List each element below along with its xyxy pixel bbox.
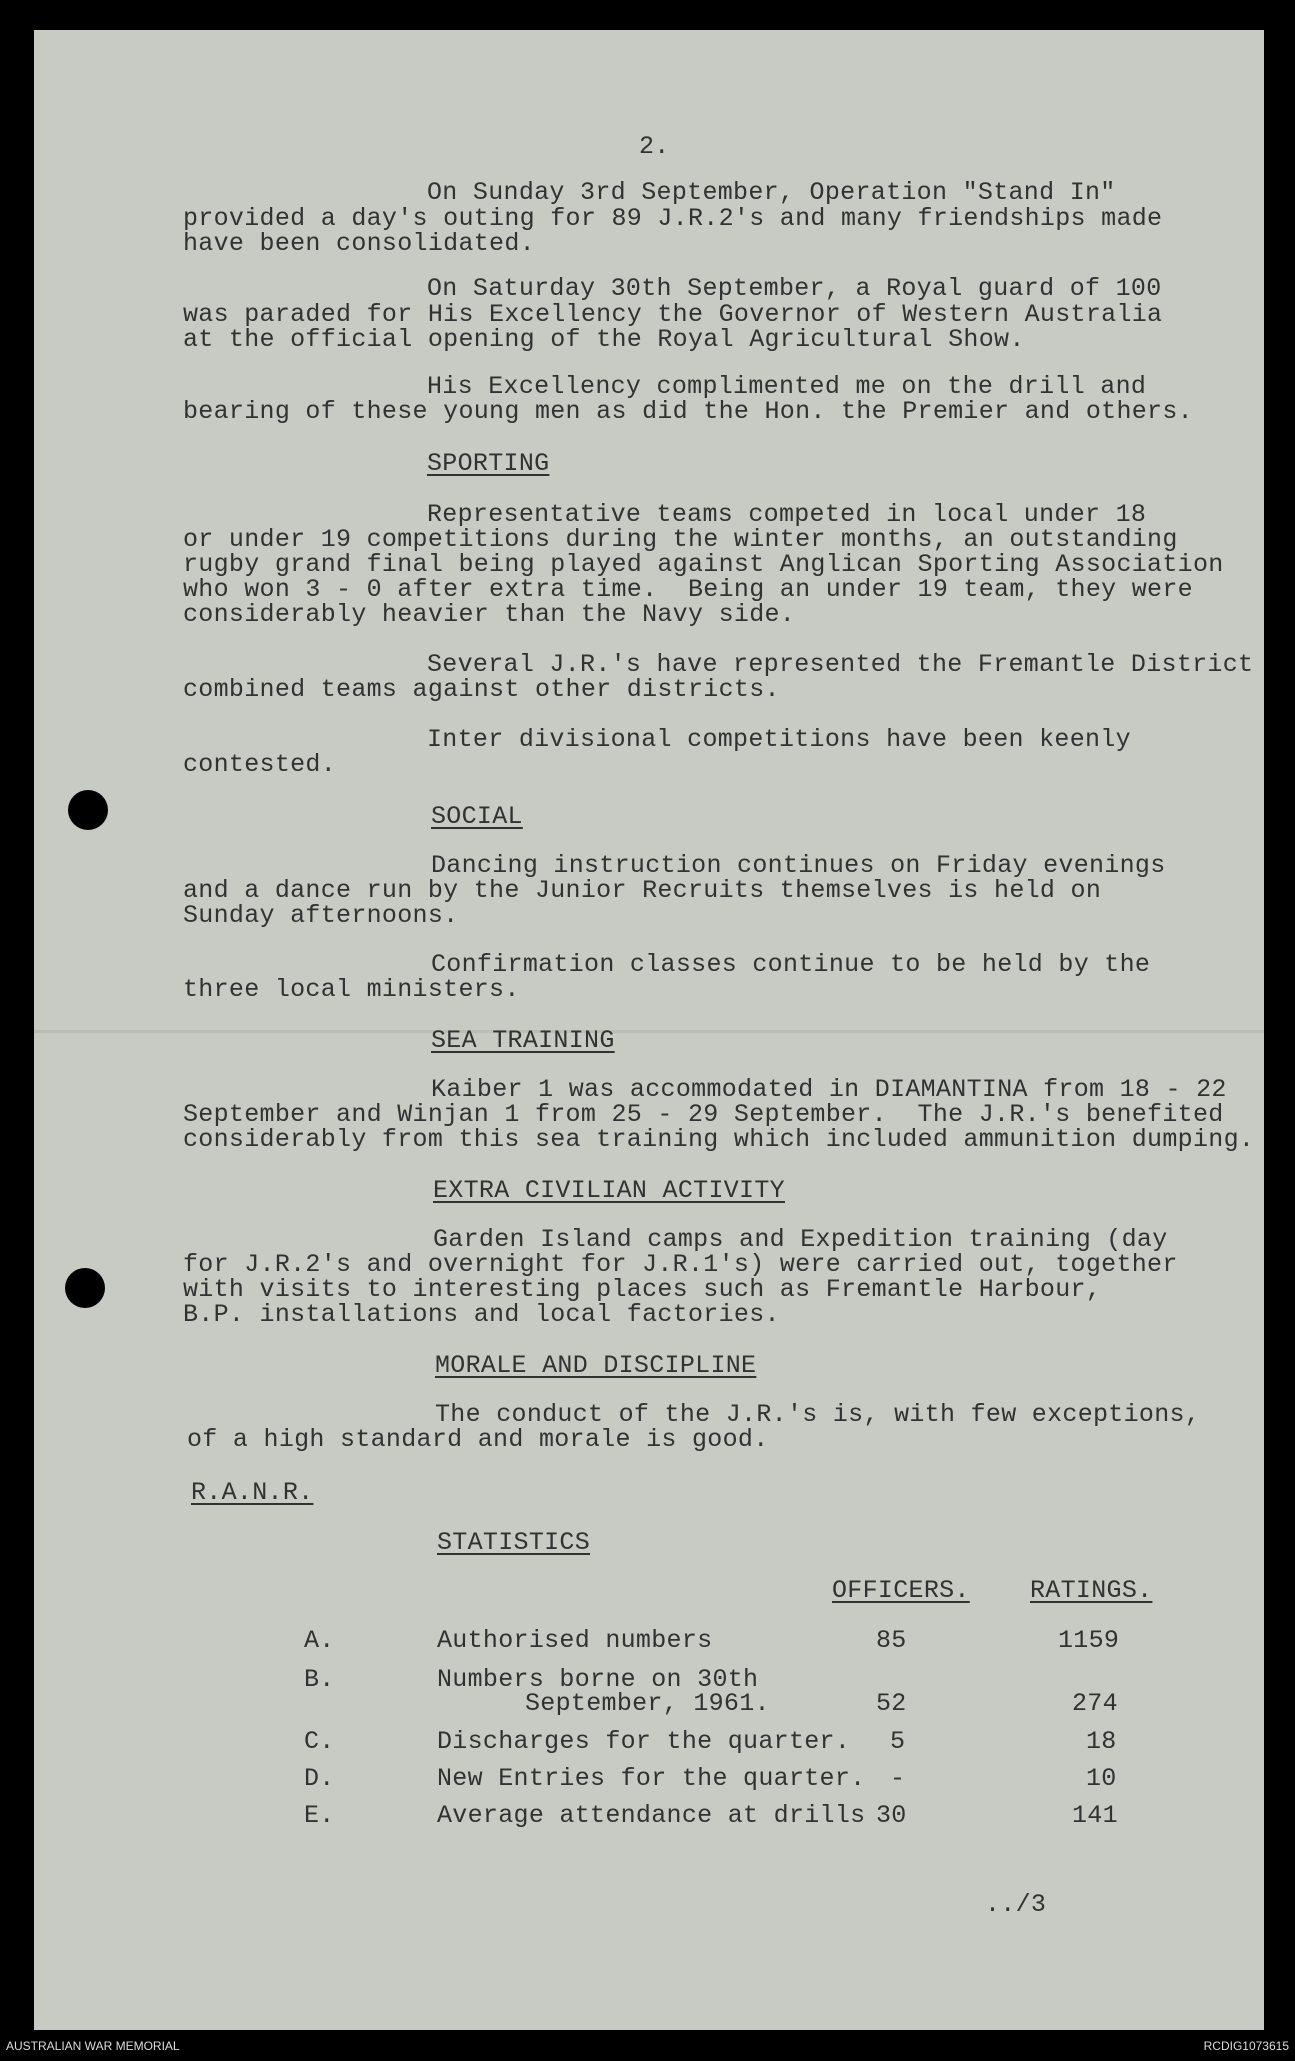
para-line: Dancing instruction continues on Friday evenings [431, 851, 1166, 880]
para-line: contested. [183, 750, 337, 779]
para-line: Representative teams competed in local under 18 [427, 500, 1147, 529]
heading-ranr: R.A.N.R. [191, 1478, 314, 1507]
para-line: bearing of these young men as did the Hon. the Premier and others. [183, 397, 1193, 426]
row-officers: 85 [876, 1626, 907, 1655]
para-line: Confirmation classes continue to be held by the [431, 950, 1151, 979]
row-officers: 5 [890, 1727, 906, 1756]
col-ratings: RATINGS. [1030, 1576, 1153, 1605]
row-letter: A. [304, 1626, 335, 1655]
para-line: who won 3 - 0 after extra time. Being an under 19 team, they were [183, 575, 1193, 604]
row-officers: 30 [876, 1801, 907, 1830]
para-line: On Sunday 3rd September, Operation "Stand In" [427, 178, 1116, 207]
row-letter: B. [304, 1665, 335, 1694]
para-line: Garden Island camps and Expedition training (day [433, 1225, 1168, 1254]
col-officers: OFFICERS. [832, 1576, 970, 1605]
heading-sporting: SPORTING [427, 449, 550, 478]
row-ratings: 274 [1072, 1689, 1118, 1718]
row-label: Average attendance at drills [437, 1801, 866, 1830]
para-line: The conduct of the J.R.'s is, with few exceptions, [435, 1400, 1201, 1429]
row-label: Numbers borne on 30th [437, 1665, 759, 1694]
row-label-cont: September, 1961. [525, 1689, 770, 1718]
para-line: His Excellency complimented me on the drill and [427, 372, 1147, 401]
para-line: considerably heavier than the Navy side. [183, 600, 796, 629]
punch-hole-bottom [65, 1268, 105, 1308]
para-line: for J.R.2's and overnight for J.R.1's) were carried out, together [183, 1250, 1178, 1279]
row-letter: D. [304, 1764, 335, 1793]
row-ratings: 1159 [1058, 1626, 1120, 1655]
footer-id: RCDIG1073615 [1203, 2039, 1289, 2053]
para-line: Inter divisional competitions have been keenly [427, 725, 1131, 754]
row-label: Authorised numbers [437, 1626, 713, 1655]
page-number: 2. [639, 132, 670, 161]
para-line: rugby grand final being played against Anglican Sporting Association [183, 550, 1224, 579]
para-line: B.P. installations and local factories. [183, 1300, 780, 1329]
row-ratings: 18 [1086, 1727, 1117, 1756]
heading-extra-civilian-activity: EXTRA CIVILIAN ACTIVITY [433, 1176, 785, 1205]
row-ratings: 10 [1086, 1764, 1117, 1793]
para-line: combined teams against other districts. [183, 675, 780, 704]
row-label: New Entries for the quarter. [437, 1764, 866, 1793]
document-page [34, 30, 1264, 2030]
row-letter: E. [304, 1801, 335, 1830]
para-line: or under 19 competitions during the winter months, an outstanding [183, 525, 1178, 554]
row-label: Discharges for the quarter. [437, 1727, 851, 1756]
para-line: of a high standard and morale is good. [187, 1425, 769, 1454]
footer-credit: AUSTRALIAN WAR MEMORIAL [6, 2039, 180, 2053]
para-line: with visits to interesting places such as Fremantle Harbour, [183, 1275, 1102, 1304]
para-line: three local ministers. [183, 975, 520, 1004]
para-line: On Saturday 30th September, a Royal guard of 100 [427, 274, 1162, 303]
para-line: have been consolidated. [183, 229, 535, 258]
para-line: considerably from this sea training which included ammunition dumping. [183, 1125, 1255, 1154]
para-line: and a dance run by the Junior Recruits themselves is held on [183, 876, 1102, 905]
para-line: Several J.R.'s have represented the Fremantle District [427, 650, 1254, 679]
punch-hole-top [68, 790, 108, 830]
row-officers: 52 [876, 1689, 907, 1718]
fold-line [34, 1030, 1264, 1033]
para-line: provided a day's outing for 89 J.R.2's and many friendships made [183, 204, 1163, 233]
para-line: Sunday afternoons. [183, 901, 459, 930]
row-letter: C. [304, 1727, 335, 1756]
continuation-marker: ../3 [985, 1890, 1047, 1919]
heading-statistics: STATISTICS [437, 1528, 591, 1557]
para-line: was paraded for His Excellency the Governor of Western Australia [183, 300, 1163, 329]
heading-morale-and-discipline: MORALE AND DISCIPLINE [435, 1351, 757, 1380]
para-line: at the official opening of the Royal Agricultural Show. [183, 325, 1025, 354]
para-line: Kaiber 1 was accommodated in DIAMANTINA from 18 - 22 [431, 1075, 1227, 1104]
heading-sea-training: SEA TRAINING [431, 1026, 615, 1055]
row-officers: - [890, 1764, 906, 1793]
para-line: September and Winjan 1 from 25 - 29 September. The J.R.'s benefited [183, 1100, 1224, 1129]
row-ratings: 141 [1072, 1801, 1118, 1830]
heading-social: SOCIAL [431, 802, 523, 831]
